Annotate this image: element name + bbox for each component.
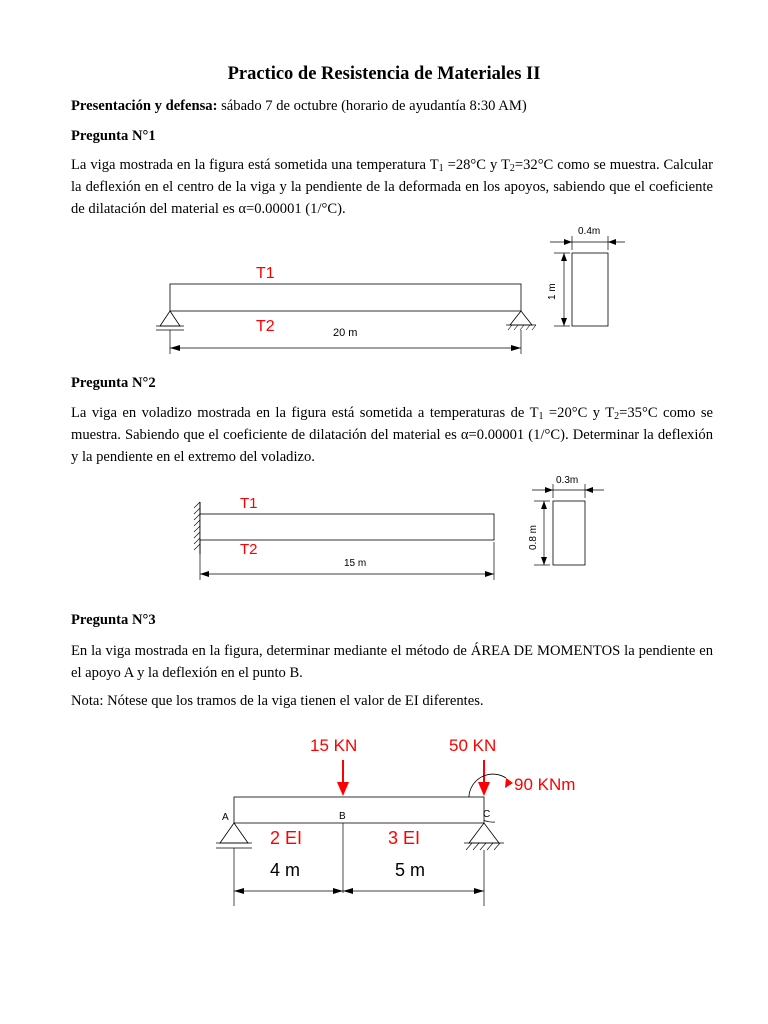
q3-load2-label: 50 KN: [449, 736, 497, 755]
presentation-label: Presentación y defensa:: [71, 98, 218, 114]
q1-height-label: 1 m: [547, 283, 558, 300]
q1-pin-support-icon: [156, 311, 184, 330]
q2-t2-label: T2: [240, 541, 258, 558]
q3-point-c: C: [483, 809, 491, 820]
q1-text: La viga mostrada en la figura está sometida una temperatura $T_1 =28^\circ C$ y $T_2=32^\circ C$ como se muestra. Calcular la deflexión en el centro de la viga y la pendiente de la deformada en los apoyos, sabiendo que el coeficiente de dilatación del material es α=0.00001 (1/°C).: [71, 157, 713, 217]
q1-t1-label: T1: [256, 265, 275, 282]
q3-point-a: A: [222, 812, 229, 823]
q3-load2-arrow-icon: [478, 782, 490, 796]
q3-roller-support-icon: [216, 823, 252, 848]
q3-point-b: B: [339, 811, 346, 822]
q1-figure: [150, 222, 630, 360]
q1-length-label: 20 m: [333, 327, 358, 339]
q2-width-label: 0.3m: [556, 475, 579, 486]
q3-pin-support-icon: [464, 823, 504, 850]
q3-ei1-label: 2 EI: [270, 828, 303, 848]
q1-heading: Pregunta N°1: [71, 128, 156, 144]
q1-width-label: 0.4m: [578, 226, 601, 237]
q3-ei2-label: 3 EI: [388, 828, 421, 848]
q3-beam: [234, 797, 484, 823]
q3-heading: Pregunta N°3: [71, 612, 156, 628]
q2-beam: [200, 514, 494, 540]
q3-figure: [200, 728, 600, 908]
q2-length-label: 15 m: [344, 558, 367, 569]
q2-heading: Pregunta N°2: [71, 375, 156, 391]
q1-beam: [170, 284, 521, 311]
q1-t2-label: T2: [256, 318, 275, 335]
q2-t1-label: T1: [240, 495, 258, 512]
presentation-line: [71, 95, 713, 117]
page-title: Practico de Resistencia de Materiales II: [227, 64, 541, 84]
q1-cross-section: [572, 253, 608, 326]
q3-moment-label: 90 KNm: [514, 775, 576, 794]
q3-text: En la viga mostrada en la figura, determinar mediante el método de ÁREA DE MOMENTOS la pendiente en el apoyo A y la deflexión en el punto B.: [71, 643, 713, 681]
q2-cross-section: [553, 501, 585, 565]
q3-load1-label: 15 KN: [310, 736, 358, 755]
q3-len1-label: 4 m: [270, 860, 301, 880]
q3-load1-arrow-icon: [337, 782, 349, 796]
q2-text: La viga en voladizo mostrada en la figura está sometida a temperaturas de $T_1 =20^\circ C$ y $T_2=35^\circ C$ como se muestra. Sabiendo que el coeficiente de dilatación del material es α=0.00001 (1/°C). Determinar la deflexión y la pendiente en el extremo del voladizo.: [71, 405, 713, 465]
q2-height-label: 0.8 m: [528, 524, 539, 550]
q2-figure: [176, 470, 616, 582]
q1-hinge-support-icon: [506, 311, 536, 330]
presentation-text: sábado 7 de octubre (horario de ayudantía 8:30 AM): [217, 98, 527, 114]
q3-len2-label: 5 m: [395, 860, 426, 880]
q3-note: Nota: Nótese que los tramos de la viga tienen el valor de EI diferentes.: [71, 693, 484, 709]
